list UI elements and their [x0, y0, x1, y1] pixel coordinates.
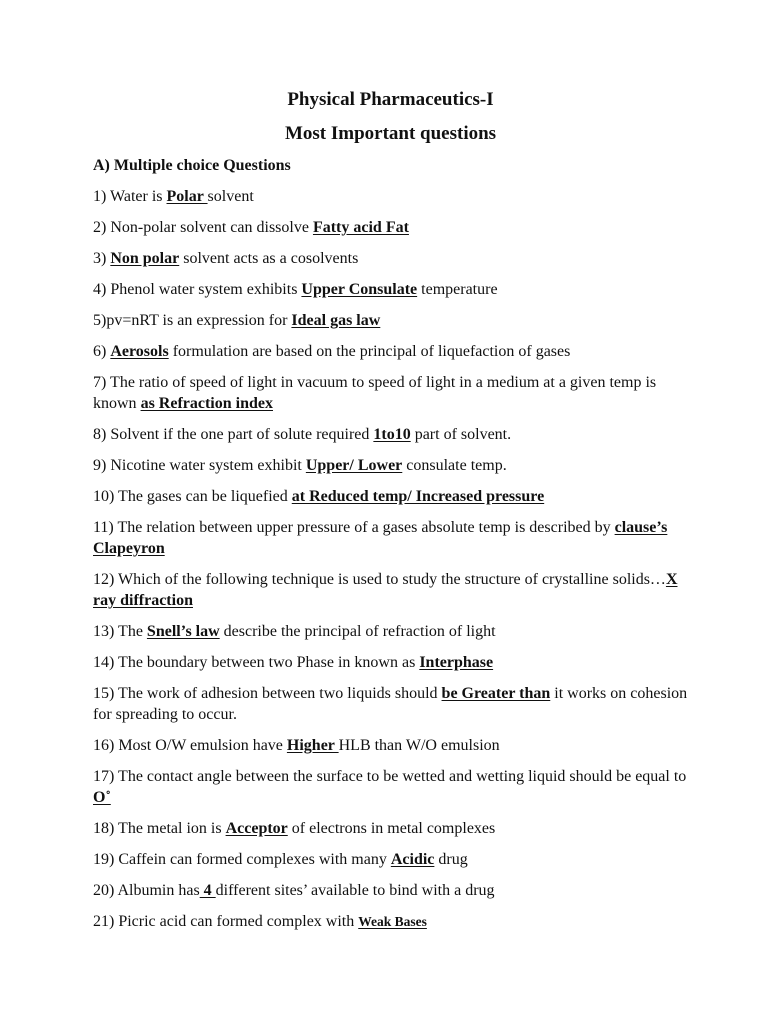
question-9: 9) Nicotine water system exhibit Upper/ Lower consulate temp.	[93, 457, 507, 474]
question-1: 1) Water is Polar solvent	[93, 188, 254, 205]
answer: as Refraction index	[140, 395, 273, 412]
answer: Higher	[286, 737, 339, 754]
answer: Snell’s law	[146, 623, 220, 640]
answer: O˚	[93, 789, 111, 806]
answer: clause’s Clapeyron	[93, 519, 668, 557]
question-8: 8) Solvent if the one part of solute required 1to10 part of solvent.	[93, 426, 512, 443]
answer: 4	[199, 882, 216, 899]
question-19: 19) Caffein can formed complexes with many Acidic drug	[93, 851, 468, 868]
answer: Aerosols	[110, 343, 169, 360]
answer: Non polar	[110, 250, 180, 267]
question-6: 6) Aerosols formulation are based on the principal of liquefaction of gases	[93, 343, 571, 360]
section-heading: A) Multiple choice Questions	[93, 157, 291, 174]
answer: Interphase	[419, 654, 494, 671]
answer: Polar	[166, 188, 208, 205]
answer: X ray diffraction	[93, 571, 678, 609]
question-4: 4) Phenol water system exhibits Upper Consulate temperature	[93, 281, 498, 298]
answer: Ideal gas law	[291, 312, 381, 329]
answer: Acidic	[390, 851, 435, 868]
question-16: 16) Most O/W emulsion have Higher HLB than W/O emulsion	[93, 737, 500, 754]
question-21: 21) Picric acid can formed complex with Weak Bases	[93, 913, 427, 930]
question-12: 12) Which of the following technique is used to study the structure of crystalline solids…X ray diffraction	[93, 571, 678, 609]
question-5: 5)pv=nRT is an expression for Ideal gas law	[93, 312, 381, 329]
answer: Fatty acid Fat	[312, 219, 409, 236]
question-20: 20) Albumin has 4 different sites’ available to bind with a drug	[93, 882, 495, 899]
question-13: 13) The Snell’s law describe the principal of refraction of light	[93, 623, 496, 640]
answer: at Reduced temp/ Increased pressure	[291, 488, 545, 505]
answer: Weak Bases	[358, 914, 427, 929]
question-3: 3) Non polar solvent acts as a cosolvents	[93, 250, 359, 267]
answer: be Greater than	[441, 685, 551, 702]
answer: Upper Consulate	[301, 281, 418, 298]
page-title: Physical Pharmaceutics-I	[287, 89, 494, 110]
question-11: 11) The relation between upper pressure of a gases absolute temp is described by clause’s Clapeyron	[93, 519, 668, 557]
question-2: 2) Non-polar solvent can dissolve Fatty acid Fat	[93, 219, 409, 236]
question-17: 17) The contact angle between the surface to be wetted and wetting liquid should be equal to O˚	[93, 768, 687, 806]
page-subtitle: Most Important questions	[284, 123, 497, 144]
question-7: 7) The ratio of speed of light in vacuum to speed of light in a medium at a given temp is known as Refraction index	[93, 374, 657, 412]
answer: 1to10	[373, 426, 411, 443]
answer: Acceptor	[225, 820, 288, 837]
question-18: 18) The metal ion is Acceptor of electrons in metal complexes	[93, 820, 496, 837]
answer: Upper/ Lower	[305, 457, 403, 474]
question-10: 10) The gases can be liquefied at Reduced temp/ Increased pressure	[93, 488, 545, 505]
question-14: 14) The boundary between two Phase in known as Interphase	[93, 654, 494, 671]
question-15: 15) The work of adhesion between two liquids should be Greater than it works on cohesion for spreading to occur.	[93, 685, 688, 723]
